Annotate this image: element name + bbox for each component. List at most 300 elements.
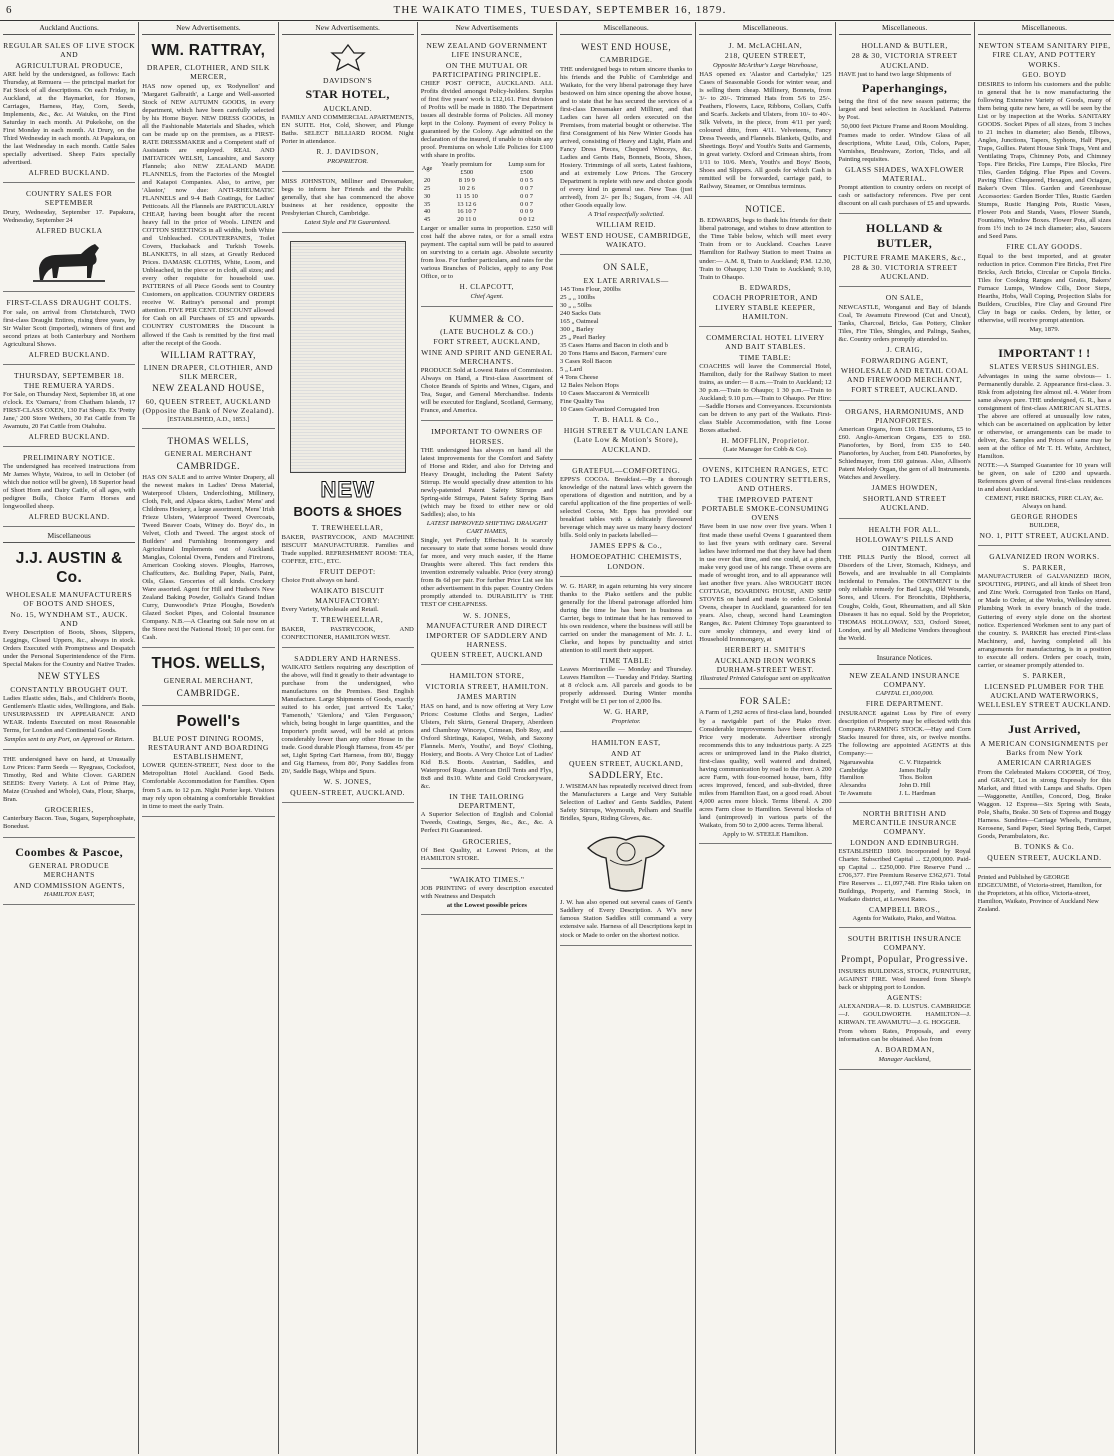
section-heading: Miscellaneous: [3, 530, 135, 543]
ad-signature: B. EDWARDS,: [739, 283, 792, 292]
ad-signature: JAMES EPPS & Co.,: [589, 542, 663, 551]
table-cell: Cambridge: [839, 766, 868, 774]
ad-body: Ladies Elastic sides, Bals., and Children's Boots, Gentlemen's Elastic sides, Wellingtons, and Bals. UNSURPASSED IN APPEARANCE AND WEAR. Indents Executed on most Reasonable Terms, for London and Continental Goods.: [3, 694, 136, 734]
ad-note: Samples sent to any Port, on Approval or Return.: [4, 735, 135, 743]
ad-headline: Paperhangings,: [861, 80, 948, 95]
ad-title: Just Arrived,: [1008, 722, 1081, 737]
ad-kummer: [421, 310, 553, 421]
ad-subtitle: AND AT: [611, 748, 642, 758]
ad-body: SADDLERY, Etc.: [588, 770, 664, 781]
list-item: 4 Tons Cheese: [560, 374, 599, 382]
ad-body: Of Best Quality, at Lowest Prices, at the HAMILTON STORE.: [420, 846, 553, 862]
ad-signature-line: WHOLESALE AND RETAIL COAL AND FIREWOOD MERCHANT,: [840, 365, 969, 385]
table-cell: James Hally: [899, 766, 931, 774]
table-cell: 0 0 12: [518, 216, 535, 224]
ad-body: For Sale, on Thursday Next, September 18, at one o'clock. Ex 'Oamaru,' from Chatham Islands, 17 FIRST-CLASS OXEN, 130 Fat Sheep. Ex 'Pretty Jane,' 200 Store Wethers, 30 Fat Cattle from Te Awamutu, 20 Fat Cattle from Otahuhu.: [3, 391, 136, 431]
ad-body: The undersigned has received instructions from Mr James Whyte, Wairoa, to sell in October (of which due notice will be given), 18 Superior head of Short Horn and Dairy Cattle, of all ages, with pedigree Bulls, Choice Farm Horses and longwoolled sheep.: [3, 463, 136, 511]
ad-body: Equal to the best imported, and at greater reduction in price. Common Fire Bricks, Fret Fire Bricks, Arch Bricks, Circular or Cupola Bricks. Tiles for Cooking Ranges and Grates, Bakers' Furnace Lumps, Window Cills, Door Steps, Hearths, Hobs, Wall Coping, Projection Slabs for Builders, Crucibles, Fire Clay and Ground Fire Clay in bags or casks. Orders, by letter, or otherwise, will receive prompt attention.: [977, 252, 1111, 324]
ad-title: Coombes & Pascoe,: [15, 844, 124, 859]
column-7: [836, 22, 975, 1454]
ad-title: NEW ZEALAND GOVERNMENT LIFE INSURANCE,: [426, 41, 548, 60]
ad-body: ARE held by the undersigned, as follows: Each Thursday, at Remuera — the principal market for Fat Stock of all descriptions. On each Friday, in Auckland, at the Haymarket, for Horses, Carriages, Harness, Hay, Corn, Seeds, Implements, &c., &c. At Waiuku, on the First Saturday in each month. At Pukekohe, on the First Monday in each month. At Drury, on the Third Wednesday in each month. At Papakura, on the last Wednesday in each month. Cattle Sales specially advertised. Sheep Fairs specially advertised.: [3, 70, 136, 167]
ad-body: J. WISEMAN has repeatedly received direct from the Manufacturers a Large and Very Suitable Selection of Ladies' and Gents Saddles, Patent Safety Stirrups, Weymouth, Pelham and Snaffle Bridles, Spurs, Riding Gloves, &c.: [560, 783, 693, 823]
column-heading: New Advertisements.: [282, 22, 414, 35]
ad-body: EPPS'S COCOA. Breakfast.—By a thorough knowledge of the natural laws which govern the operations of digestion and nutrition, and by a careful application of the fine properties of well-selected Cocoa, Mr. Epps has provided our breakfast tables with a delicately flavoured beverage which may save us many heavy doctors' bills. Sold only in packets labelled—: [560, 476, 693, 540]
ad-body: NEWCASTLE, Wonganui and Bay of Islands Coal, Te Awamutu Firewood (Cut and Uncut), Tanks, Charcoal, Bricks, Gas Pottery, Clinker Tiles, Fire Tiles, Shingles, and Palings, Sashes, &c. Country orders promptly attended to.: [838, 303, 971, 343]
ad-title: NEW ZEALAND INSURANCE COMPANY.: [849, 670, 960, 690]
ad-subheading: IN THE TAILORING DEPARTMENT,: [449, 791, 525, 811]
ad-body: For sale, on arrival from Christchurch, TWO first-class Draught Entires, rising three years, by Sir Walter Scott (imported), winners of first and second prizes at both Canterbury and Northern Agricultural Shows.: [3, 308, 136, 348]
ad-body: THE undersigned have on hand, at Unusually Low Prices: Farm Seeds — Ryegrass, Cocksfoot, Timothy, Red and White Clover. GARDEN SEEDS: Every Variety. A Lot of Prime Hay, Maize (Crushed and Whole), Oats, Flour, Sharps, Bran.: [3, 756, 136, 804]
ad-place: QUEEN-STREET, AUCKLAND.: [290, 788, 406, 798]
table-cell: 11 15 10: [455, 192, 478, 200]
ad-body: LOWER QUEEN-STREET, Next door to the Metropolitan Hotel Auckland. Good Beds. Comfortable Accommodation for Families. Open from 5 a.m. to 12 p.m. Night Porter kept. Visitors may rely upon obtaining a comfortable Breakfast in time to meet the early Train.: [142, 762, 275, 810]
list-item: 20 Tons Hams and Bacon, Farmers' cure: [560, 350, 667, 358]
ad-signature: S. PARKER,: [1022, 563, 1066, 572]
ad-draught-colts: [3, 295, 135, 364]
ad-title: FIRST-CLASS DRAUGHT COLTS.: [6, 298, 132, 308]
ad-signature: ALFRED BUCKLAND.: [28, 433, 110, 442]
ad-body: at the Lowest possible prices: [446, 902, 527, 910]
ad-signature: H. MOFFLIN, Proprietor.: [721, 437, 810, 446]
ad-body: WAIKATO Settlers requiring any description of the above, will find it greatly to their advantage to purchase from the undersigned, who manufactures on the Premises. Best English Manufacture. Large Shipments of Goods, exactly suited to his order, just arrived Ex 'Lake,' 'Famenoth,' 'Gienlora,' and 'Glen Fergusson,' which, being bought in large quantities, and the Importer's profit saved, will be sold at prices considerably lower than any other House in the trade. Good durable Plough Harness, from 45/ per set, Light Spring Cart Harness, from 80/, Buggy and Gig Harness, from 80/, Pony Saddles from 20/, Saddle Bags, Whips and Spurs.: [281, 663, 414, 776]
ad-place: CAMBRIDGE.: [176, 460, 241, 471]
ad-signature: ALFRED BUCKLAND.: [28, 169, 110, 178]
ad-signature-line: NEW ZEALAND HOUSE,: [152, 383, 265, 394]
column-2: [139, 22, 278, 1454]
ad-body: BAKER, PASTRYCOOK, AND CONFECTIONER, HAMILTON WEST.: [281, 625, 414, 641]
ad-title: "WAIKATO TIMES.": [449, 874, 525, 884]
ad-signature-line: Manager Auckland,: [878, 1055, 931, 1063]
ad-signature: W. S. JONES,: [323, 778, 372, 787]
ad-signature: S. PARKER,: [1022, 671, 1066, 680]
ad-signature-line: Chief Agent.: [470, 292, 504, 300]
page-number: 6: [6, 4, 13, 16]
table-cell: 20: [423, 177, 431, 185]
masthead: [0, 0, 1114, 21]
ad-signature: GEO. BOYD: [1022, 70, 1067, 79]
ad-subtitle: CAPITAL £1,000,000.: [875, 690, 934, 698]
list-item: 12 Bales Nelson Hops: [560, 382, 619, 390]
table-cell: 25: [423, 184, 431, 192]
table-header-cell: Age: [421, 165, 433, 173]
ad-just-arrived: [978, 718, 1111, 868]
ad-tagline-sub: CONSTANTLY BROUGHT OUT.: [10, 684, 129, 694]
ad-subheading: FIRE CLAY GOODS.: [1006, 242, 1083, 252]
ad-signature: WILLIAM REID.: [596, 221, 657, 230]
ad-body: Have been in use now over five years. When I first made these useful Ovens I guaranteed them to last five years with ordinary care. Several ladies have informed me that they have had them in use over that time, and one could, at a pinch, make very good use of his range. These ovens are made of wrought iron, and to all appearance will last another five years. Also WROUGHT IRON COTTAGE, BOARDING HOUSE, AND SHIP STOVES on hand and made to order. Colonial Ovens, cheaper in Auckland, guaranteed for ten years. Also, cheap, second hand Leamington Ranges, &c. Patent Chimney Tops guaranteed to cure smoky chimneys, and every kind of Household Ironmongery, at: [699, 523, 832, 643]
ad-body: HAS opened ex 'Alastor and Cartsdyke,' 125 Cases of Seasonable Goods for winter wear, and is selling them cheap. Millinery, Bonnets, from 3/- to 20/-. Trimmed Hats from 5/6 to 25/-. Feathers, Flowers, Lace, Ribbons, Collars, Cuffs and Scarfs. Jackets and Ulsters, from 10/- to 40/-. Silk Velvets, in the piece, from 4/11 per yard; coloured ditto, from 4/11. Velveteens, Fancy Dress Tweeds, and Flannels. Blankets, Quilts, and Sheetings. Boys' and Youth's Suits and Garments, in great variety. Oxford and Crimean shirts, from 1/11 to 10/6. Men's, Youth's and Boys' Boots, Shoes and Slippers. All goods for which Cash is remitted will be forwarded, carriage paid, to Railway, Steamer, or Omnibus terminus.: [699, 70, 832, 191]
ad-signature-line: MANUFACTURER AND DIRECT IMPORTER OF SADDLERY AND HARNESS.: [426, 621, 548, 649]
ad-body: A MERICAN CONSIGNMENTS per Barks from New York: [980, 738, 1109, 758]
ad-subheading: LATEST IMPROVED SHIFTING DRAUGHT CART HAMES,: [426, 520, 548, 536]
ad-signature: WILLIAM RATTRAY,: [160, 349, 257, 360]
ad-signature: W. S. JONES,: [462, 611, 511, 620]
ad-preliminary-notice: [3, 450, 135, 527]
ad-title: COMMERCIAL HOTEL LIVERY AND BAIT STABLES.: [706, 333, 825, 352]
list-item: 300 „ Barley: [560, 326, 594, 334]
ad-place: LICENSED PLUMBER FOR THE AUCKLAND WATERWORKS, WELLESLEY STREET AUCKLAND.: [977, 681, 1111, 710]
ad-body: Every Variety, Wholesale and Retail.: [281, 605, 379, 613]
ad-wiseman-saddlery: [560, 735, 692, 945]
ad-subtitle: GENERAL PRODUCE MERCHANTS: [29, 861, 110, 880]
ad-harp-carrier: [560, 580, 692, 733]
ad-signature: A. BOARDMAN,: [874, 1046, 935, 1055]
ad-body: From the Celebrated Makers COOPER, Of Troy, and GRANT, Lot in strong Expressly for this Market, and fitted with Lamps and Shafts. Open—Waggonette, Antilles, Concord, Dog, Brake Waggon. 12 Express—Six Spring with Seats, Pole, Shafts, Brake. 30 Sets of Express and Buggy Harness. Sundries—Carriage Wheels, Furniture, Kerosene, Sand Paper, Steel Spring Beds, Carpet Goods, Perambulators, &c.: [977, 768, 1111, 840]
ad-signature-line: PROPRIETOR.: [327, 158, 369, 166]
table-row: [421, 201, 553, 209]
ad-body: Canterbury Bacon. Teas, Sugars, Superphosphate, Bonedust.: [3, 815, 136, 831]
ad-title: PRELIMINARY NOTICE.: [22, 453, 116, 463]
table-row: [839, 790, 971, 798]
table-cell: J. L. Hardman: [899, 790, 936, 798]
ad-body: THE PILLS Purify the Blood, correct all Disorders of the Liver, Stomach, Kidneys, and Bowels, and are invaluable in all Complaints incidental to Females. The OINTMENT is the only reliable remedy for Bad Legs, Old Wounds, Sores, and Ulcers. For Bronchitis, Diphtheria, Coughs, Colds, Gout, Rheumatism, and all Skin Diseases it has no equal. Sold by the Proprietor, THOMAS HOLLOWAY, 533, Oxford Street, London, and by all Medicine Vendors throughout the World.: [838, 554, 971, 642]
ad-signature: ALFRED BUCKLAND.: [28, 350, 110, 359]
ad-title: HAMILTON EAST,: [591, 738, 661, 748]
ad-subheading: WAIKATO BISCUIT MANUFACTORY:: [310, 586, 385, 605]
ad-body: THE undersigned begs to return sincere thanks to his friends and the Public of Cambridge and Waikato, for the very liberal patronage they have bestowed on him since opening the above house, and to state that he has secured the services of a first-class Dressmaker and Milliner, and that Ladies can have all orders executed on the Premises, from material bought or otherwise. The first Consignment of his New Winter Goods has arrived, consisting of Heavy and Light, Plain and Fancy Dress Pieces, Chequed Winceys, &c. Ladies and Gents Hats, Bonnets, Boots, Shoes, Hosiery. Trimmings of all sorts, Latest fashions, and at extremely Low Prices. The Grocery Department is replete with new and choice goods of every kind in general use. New Teas (just arrived), from 2/- per lb.; Sugars, from -/4. All other Goods equally low.: [560, 65, 693, 210]
ad-subheading: TIME TABLE:: [600, 656, 653, 666]
ad-subtitle: EX LATE ARRIVALS—: [583, 275, 669, 285]
ad-subtitle: ON THE MUTUAL OR PARTICIPATING PRINCIPLE.: [432, 60, 542, 79]
ad-signature-line: 60, QUEEN STREET, AUCKLAND (Opposite the Bank of New Zealand).: [142, 396, 275, 415]
ad-title: IMPORTANT TO OWNERS OF HORSES.: [431, 427, 543, 446]
table-row: [421, 185, 553, 193]
ad-body: INSURANCE against Loss by Fire of every description of Property may be effected with this Company. FARMING STOCK.—Hay and Corn Stacks insured for three, six, or twelve months. The following are appointed AGENTS at this Company:—: [838, 709, 971, 757]
table-cell: 40: [423, 208, 431, 216]
ad-title: SADDLERY AND HARNESS.: [294, 653, 401, 663]
ad-subtitle: CAMBRIDGE.: [599, 55, 653, 65]
ad-regular-sales: [3, 38, 135, 183]
ad-subtitle: SLATES VERSUS SHINGLES.: [989, 362, 1100, 372]
table-row: [421, 177, 553, 185]
ad-signature: ALFRED BUCKLAND.: [28, 513, 110, 522]
column-1: [0, 22, 139, 1454]
ad-title: ON SALE,: [603, 262, 649, 273]
ad-hamilton-store: [421, 668, 553, 869]
ad-title: NORTH BRITISH AND MERCANTILE INSURANCE COMPANY.: [852, 808, 957, 837]
ad-signature-line: HOMOEOPATHIC CHEMISTS, LONDON.: [570, 552, 682, 571]
ad-title: DAVIDSON'S: [322, 76, 373, 86]
agents-table: [839, 759, 971, 798]
ad-body: J. W. has also opened out several cases of Gent's Saddlery of Every Description. A W's new famous Station Saddles still command a very extensive sale. Harness of all Descriptions kept in stock or Made to order on the shortest notice.: [560, 899, 693, 939]
ad-title: NOTICE.: [745, 204, 786, 215]
ad-subheading: GROCERIES,: [462, 836, 512, 846]
ad-boots-and-baker: [282, 236, 414, 647]
ad-signature: T. TREWHEELLAR,: [312, 524, 384, 533]
table-row: [421, 193, 553, 201]
ad-title: HOLLAND & BUTLER,: [861, 41, 948, 51]
ad-place: FORT STREET, AUCKLAND.: [851, 385, 959, 395]
table-cell: Thos. Bolton: [899, 774, 933, 782]
table-cell: Alexandra: [839, 782, 867, 790]
table-cell: John D. Hill: [899, 782, 931, 790]
ad-title: Powell's: [176, 712, 241, 730]
ad-subtitle: VICTORIA STREET, HAMILTON.: [425, 681, 549, 691]
horse-illustration: [29, 238, 109, 284]
ad-headline: NEW: [320, 477, 375, 503]
ad-signature: JAMES HOWDEN,: [871, 484, 938, 493]
ad-on-sale-hall: [560, 258, 692, 460]
ad-body: Prompt attention to country orders on receipt of cash or satisfactory references. Five per cent discount on all cash purchases of £5 and upwards.: [838, 184, 971, 208]
ad-ovens: [699, 462, 831, 689]
ad-title: WEST END HOUSE,: [581, 42, 672, 53]
ad-thos-wells: [142, 651, 274, 705]
ad-body: HAS on hand, and is now offering at Very Low Prices: Costume Cloths and Serges, Ladies' Ulsters, Felt Skirts, General Drapery, Aberdeen and Chambray Winceys, Crimean, Bob Roy, and Oxford Shirtings, Kaiapoi, Welsh, and Saxony Flannels. Men's, Youths', and Boys' Clothing, Hosiery, and Boots. A Very Choice Lot of Ladies' Kid B.S. Boots. Austrian, Saddles, and Waterproof Rugs. American Drill Tents and Flys, 8x8 and 8x10. White and Gold Crockeryware, &c.: [420, 702, 553, 790]
ad-title: NEWTON STEAM SANITARY PIPE, FIRE CLAY, AND POTTERY WORKS.: [978, 41, 1111, 69]
list-item: 25 „ Pearl Barley: [560, 334, 606, 342]
ad-powells: [142, 709, 274, 817]
ad-subtitle: WHOLESALE MANUFACTURERS OF BOOTS AND SHOES,: [5, 590, 133, 609]
ad-title: THURSDAY, SEPTEMBER 18.: [14, 370, 125, 380]
ad-saddlery-harness: [282, 651, 414, 804]
ad-thomas-wells: [142, 432, 274, 648]
ad-subtitle: Prompt, Popular, Progressive.: [841, 954, 969, 965]
ad-title: FOR SALE:: [739, 696, 791, 707]
shopfront-illustration: [290, 241, 406, 473]
ad-miss-johnston: [282, 175, 414, 233]
ad-subtitle: HOLLOWAY'S PILLS AND OINTMENT.: [855, 534, 954, 554]
ad-subtitle: GENERAL MERCHANT,: [163, 676, 254, 686]
ad-signature: CAMPBELL BROS.,: [869, 906, 941, 915]
table-header-cell: Lump sum for £500: [508, 161, 545, 177]
ad-subtitle: GENERAL MERCHANT: [164, 449, 253, 459]
ad-signature: H. CLAPCOTT,: [459, 283, 515, 292]
ad-title: WM. RATTRAY,: [151, 42, 266, 60]
ad-body: WINE AND SPIRIT AND GENERAL MERCHANTS.: [421, 347, 553, 366]
list-item: 240 Sacks Oats: [560, 310, 601, 318]
ad-signature-line: LINEN DRAPER, CLOTHIER, AND SILK MERCER,: [143, 362, 274, 382]
table-cell: Te Awamutu: [839, 790, 872, 798]
ad-signature-line: Proprietor.: [611, 718, 641, 726]
column-8: [975, 22, 1114, 1454]
ad-subtitle: PICTURE FRAME MAKERS, &c.,: [843, 252, 967, 262]
premium-table: [421, 161, 553, 224]
ad-commercial-hotel: [699, 330, 831, 459]
table-cell: 0 0 9: [520, 208, 533, 216]
ad-subheading: GROCERIES,: [44, 805, 94, 815]
list-item: Fine Quality Tea: [560, 398, 605, 406]
ad-seeds: [3, 753, 135, 838]
ad-south-british: [839, 931, 971, 1070]
ad-austin: [3, 546, 135, 750]
ad-signature: R. J. DAVIDSON,: [316, 148, 379, 157]
ad-title: J.J. AUSTIN & Co.: [15, 550, 123, 587]
column-heading: Auckland Auctions.: [3, 22, 135, 35]
table-cell: 13 12 6: [457, 200, 477, 208]
ad-government-insurance: [421, 38, 553, 307]
ad-subtitle: BLUE POST DINING ROOMS, RESTAURANT AND BOARDING ESTABLISHMENT,: [147, 733, 269, 762]
table-row: [839, 767, 971, 775]
ad-title: THOMAS WELLS,: [167, 436, 250, 447]
ad-body: MANUFACTURER of GALVANIZED IRON, SPOUTING, PIPING, and all kinds of Sheet Iron and Zinc Work. Corrugated Iron Tanks on Hand, or Made to Order, at the Works, Wellesley street. Plumbing Work in every branch of the trade. Guttering of every style done on the shortest notice. Experienced Workmen sent to any part of the country. S. PARKER has erected First-class Machinery, and, having completed all his arrangements for manufacturing, is in a position to execute all orders. Orders per coach, train, carrier, or steamer promptly attended to.: [977, 573, 1111, 669]
ad-body: CHIEF POST OFFICE, AUCKLAND. ALL Profits divided amongst Policy-holders. Surplus of first five years' work is £12,161. First division of Profits will be made in 1880. The Department issues all desirable forms of Policies. All money kept in the Colony. Payment of every Policy is guaranteed by the Colony. Age admitted on the declaration of the insured, if unable to obtain any proof. Premiums on whole Life Policies for £100 with share in profits.: [420, 80, 553, 160]
ad-body: Choice Fruit always on hand.: [281, 577, 359, 585]
ad-place: SHORTLAND STREET AUCKLAND.: [862, 494, 947, 513]
ad-note: NOTE:—A Stamped Guarantee for 10 years will be given, on sale of £200 and upwards. References given of several first-class residences in and about Auckland.: [977, 462, 1111, 494]
table-header-cell: Yearly premium for £500: [441, 161, 492, 177]
ad-note: Opposite McArthur's Large Warehouse,: [713, 61, 818, 69]
column-heading: Miscellaneous.: [560, 22, 692, 35]
ad-subtitle: LONDON AND EDINBURGH.: [850, 837, 960, 847]
ad-body: Every Description of Boots, Shoes, Slippers, Leggings, Closed Uppers, &c., always in stock. Orders Executed with Promptness and Despatch under the Personal Superintendence of the Firm. Special Makes for the Country and Native Trades.: [3, 629, 136, 669]
ad-slates: [978, 342, 1111, 546]
ad-signature: T. TREWHEELLAR,: [312, 615, 384, 624]
ad-place: 28 & 30. VICTORIA STREET AUCKLAND.: [851, 262, 958, 282]
table-cell: C. V. Fitzpatrick: [899, 758, 942, 766]
table-cell: 10 2 6: [458, 184, 475, 192]
ad-place: NO. 1, PITT STREET, AUCKLAND.: [979, 531, 1110, 541]
ad-newton-pottery: [978, 38, 1111, 339]
table-cell: 0 0 7: [520, 200, 533, 208]
ad-place: HIGH STREET & VULCAN LANE (Late Low & Motion's Store), AUCKLAND.: [563, 426, 689, 454]
ad-signature: JAMES MARTIN: [457, 692, 517, 701]
ad-title: THOS. WELLS,: [151, 655, 266, 673]
column-heading: Miscellaneous.: [699, 22, 831, 35]
ad-subtitle: 218, QUEEN STREET,: [724, 51, 806, 61]
ad-body: THE undersigned has always on hand all the latest improvements for the Comfort and Safety of Horse and Rider, and also for Driving and Heavy Draught, including the Patent Safety Stirrup. He would specially draw attention to his newly-patented Patent Safety Stirrups and Spring-side Stirrups, Patent Safety Spring Bars (which may be fixed to either new or old Saddles); also, to his: [420, 446, 553, 519]
ad-title: GRATEFUL—COMFORTING.: [572, 465, 681, 475]
ad-body: JOB PRINTING of every description executed with Neatness and Despatch: [420, 885, 553, 901]
list-item: 145 Tons Flour, 200lbs: [560, 285, 621, 293]
ad-signature-line: (Late Manager for Cobb & Co).: [723, 445, 808, 453]
ad-highlight: 50,000 feet Picture Frame and Room Moulding.: [841, 122, 968, 130]
column-heading: New Advertisements.: [142, 22, 274, 35]
ad-title: IMPORTANT ! !: [998, 345, 1091, 360]
ad-title: GALVANIZED IRON WORKS.: [989, 552, 1100, 562]
ad-tagline: NEW STYLES: [37, 671, 101, 682]
table-cell: 0 0 5: [520, 177, 533, 185]
table-cell: Ngaruawahia: [839, 758, 874, 766]
ad-body: Frames made to order. Window Glass of all descriptions, White Lead, Oils, Colors, Paper, Varnishes, Brushware, Zorion, Ticks, and all Painting requisites.: [838, 131, 971, 163]
table-cell: 20 11 0: [457, 216, 477, 224]
ad-body: DESIRES to inform his customers and the public in general that he is now manufacturing the following Extensive Variety of Goods, many of them being quite new here, as will be seen by the List or by inspection at the Works. SANITARY GOODS. Socket Pipes of all sizes, from 3 inches to 21 inches in diameter; also Bends, Elbows, Angles, Junctions, Tapers, Syphons, Half Pipes, Traps, Gullies. Patent House Sink Traps, Vent and Ventilating Traps, Chimney Pots, and Chimney Tops. Fire Bricks, Fire Lumps, Fire Blocks, Fire Tiles, Garden Edging. Flue Pipes and Covers. Paving Tiles: Chequered, Hexagon, and Octagon, Baker's Oven Tiles. Garden and Greenhouse Accessories: Garden Border Tiles, Rustic Garden Stumps, Rustic Hanging Pots, Rustic Vases, Flower Pots and Stands, Vases, Flower Stands, Fountains, Window Boxes. Flower Pots, all sizes from 1½ inch to 24 inch diameter; also, Saucers and Seed Pans.: [977, 80, 1111, 241]
ad-body: PRODUCE Sold at Lowest Rates of Commission. Always on Hand, a First-class Assortment of Choice Brands of Spirits and Wines, Cigars, and Tea, Sugar, and General Merchandise. Indents will be executed for England, Scotland, Germany, France, and America.: [420, 367, 553, 415]
ad-signature: T. B. HALL & Co.,: [593, 416, 660, 425]
ad-mclachlan: [699, 38, 831, 197]
ad-signature-line: Agents for Waikato, Piako, and Waitoa.: [852, 914, 957, 922]
ad-craig: [839, 290, 971, 400]
ad-headline-sub: BOOTS & SHOES: [293, 504, 402, 520]
ad-body: ALEXANDRA—R. D. LUSTUS. CAMBRIDGE—J. GOULDWORTH. HAMILTON—J. KIRWAN. TE AWAMUTU—J. G. HOGGER.: [838, 1002, 971, 1026]
ad-subheading: AMERICAN CARRIAGES: [997, 758, 1092, 768]
table-cell: 35: [423, 200, 431, 208]
ad-subtitle: THE REMUERA YARDS.: [23, 380, 115, 390]
ad-place: CAMBRIDGE.: [176, 687, 241, 698]
list-item: 30 „ „ 50lbs: [560, 302, 592, 310]
list-item: 10 Cases Maccaroni & Vermicelli: [560, 390, 650, 398]
ad-holland-butler-frames: [839, 217, 971, 287]
ad-west-end-house: [560, 38, 692, 255]
ad-body: Advantages in using the same obvious— 1. Permanently durable. 2. Appearance first-class. 3. Risk from adjoining fire almost nil. 4. Water from same always pure. THE undersigned, G. R., has a consignment of first-class AMERICAN SLATES. The above are offered at unusually low rates, which can be ascertained on application by letter or otherwise, or arrangements can be made to deliver, &c. Samples and Prices of same may be seen at the office of Mr T. H. White, Architect, Hamilton.: [977, 372, 1111, 461]
table-row: [839, 774, 971, 782]
ad-body: HAS now opened up, ex 'Rodynellon' and 'Margaret Galbraith', a Large and Well-assorted Stock of NEW AUTUMN GOODS, in every department, which have been carefully selected by his Home Buyer. NEW DRESS GOODS, in all the Fashionable Materials and Shades, which can be made up on the premises, as a FIRST-RATE DRESSMAKER and a Competent staff of Assistants are employed. REAL AND IMITATION WELSH, Lancashire, and Saxony Flannels; also NEW ZEALAND MADE FLANNELS, from the Factories of the Mosgiel and Kaiapoi Companies. Also, to arrive, per 'Alastor,' now due: ANTI-RHEUMATIC FLANNELS and 9-4 Bath Coatings, for Ladies' Petticoats. All the Flannels are PARTICULARLY CHEAP, having been bought after the recent heavy fall in the price of Wools. LINEN and COTTON SHEETINGS in all widths, both White and Unbleached. COUNTERPANES, Toilet Covers, Huckaback and Turkish Towels. BLANKETS, in all sizes, at Greatly Reduced Prices. DAMASK CLOTHS, White, Loom, and Unbleached, in the piece or in cloth, all sizes; and every other requisite for household use. PATTERNS of all Piece Goods sent to Country Customers, on application. COUNTRY ORDERS receive W. Rattray's personal and prompt attention. FIVE PER CENT. DISCOUNT allowed for Cash on all Purchases of £5 and upwards. COUNTRY CUSTOMERS the Discount is allowed if the Cash is remitted by the first mail after the receipt of the Goods.: [142, 82, 275, 347]
ad-signature-line: COACH PROPRIETOR, AND LIVERY STABLE KEEPER, HAMILTON.: [712, 293, 818, 321]
ad-title: OVENS, KITCHEN RANGES, ETC: [702, 464, 829, 474]
ad-remuera-yards: [3, 368, 135, 447]
ad-subtitle: TO LADIES COUNTRY SETTLERS, AND OTHERS.: [699, 475, 831, 494]
list-item: 5 „ Lard: [560, 366, 582, 374]
ad-note: Latest Style and Fit Guaranteed.: [304, 219, 391, 227]
ad-items: CEMENT, FIRE BRICKS, FIRE CLAY, &c. Always on hand.: [985, 495, 1104, 511]
list-item: 35 Cases Hams and Bacon in cloth and b: [560, 342, 669, 350]
ad-signature-line: BUILDER,: [1029, 522, 1060, 530]
column-heading: Miscellaneous.: [978, 22, 1111, 35]
ad-body: American Organs, from £10. Harmoniums, £5 to £60. Anglo-American Organs, £35 to £60. Pianofortes, by Bord, from £35 to £40. Pianofortes, by Aucher, from £40. Pianofortes, by Schiedmayer, from £60 guineas. Also, Allison's Patent Melody Organ, the gem of all Instruments. Watches and Jewellery.: [838, 426, 971, 482]
ad-signature: B. TONKS & Co.: [1014, 842, 1075, 851]
ad-epps-cocoa: [560, 463, 692, 577]
ad-body: being the first of the new season patterns; the largest and best selection in Auckland. Patterns by Post.: [838, 97, 971, 121]
ad-country-sales: [3, 186, 135, 292]
ad-signature-line: FORWARDING AGENT,: [861, 355, 949, 365]
ad-edwards-notice: [699, 200, 831, 327]
ad-signature: Apply to W. STEELE Hamilton.: [722, 830, 809, 838]
ad-coombes-pascoe: [3, 841, 135, 905]
ad-date: May, 1879.: [1029, 325, 1060, 333]
table-cell: 0 0 7: [520, 184, 533, 192]
ad-place: QUEEN STREET, AUCKLAND.: [987, 852, 1102, 862]
ad-signature: GEORGE RHODES: [1010, 513, 1079, 522]
newspaper-title: THE WAIKATO TIMES, TUESDAY, SEPTEMBER 16, 1879.: [393, 4, 727, 16]
ad-subheading: GLASS SHADES, WAXFLOWER MATERIAL.: [845, 164, 965, 184]
list-item: 25 „ „ 100lbs: [560, 293, 595, 301]
ad-title: COUNTRY SALES FOR SEPTEMBER: [25, 189, 113, 208]
ad-north-british: [839, 806, 971, 928]
ad-signature: ALFRED BUCKLA: [35, 226, 103, 235]
table-cell: 45: [423, 216, 431, 224]
list-item: 3 Cases Roll Bacon: [560, 358, 612, 366]
ad-body: ESTABLISHED 1809. Incorporated by Royal Charter. Subscribed Capital ... £2,000,000. Paid-up Capital ... £250,000. Fire Reserve Fund ... £706,377. Fire Premium Reserve £362,671. Total Fire Reserves ... £1,097,748. Fire Risks taken on Buildings, Property, and Farming Stock, in Waikato district, at Lowest Rates.: [838, 847, 971, 904]
ad-subtitle: 28 & 30, VICTORIA STREET AUCKLAND.: [851, 51, 958, 70]
ad-body: Larger or smaller sums in proportion. £250 will cost half the above rates, or for a small extra payment. The capital sum will be paid to assured on surviving to a certain age. Absolute security from loss. For further particulars, and rates for the various Branches of Policies, apply to any Post Office, or to: [420, 224, 553, 281]
column-heading: Miscellaneous.: [839, 22, 971, 35]
table-cell: 0 0 7: [520, 192, 533, 200]
table-row: [839, 782, 971, 790]
ad-body: MISS JOHNSTON, Milliner and Dressmaker, begs to inform her Friends and the Public generally, that she has commenced the above business at her residence, opposite the Presbyterian Church, Cambridge.: [281, 178, 414, 218]
ad-note: A Trial respectfully solicited.: [588, 211, 665, 219]
table-cell: 8 19 9: [458, 177, 475, 185]
columns: [0, 22, 1114, 1454]
ad-subtitle: STAR HOTEL,: [305, 87, 390, 102]
ad-body: A Farm of 1,292 acres of first-class land, bounded by a navigable part of the Piako river. Considerable improvements have been effected. Price very moderate. Advertiser strongly recommends this to any industrious party. A 225 acres or unimproved land in the Piako district, first-class quality, well watered and drained, having communication by road to the river. A 200 acre Farm, with four-roomed house, barn, fifty acres improved, fenced, and sub-divided, three miles from Hamilton East, on a good road. About 4,000 acres more block. Terms liberal. A 200 acres Farm close to Hamilton. Several blocks of land (unimproved) in various parts of the Waikato, from 50 to 2,000 acres. Terms liberal.: [699, 709, 832, 829]
ad-note: Illustrated Printed Catalogue sent on application: [700, 675, 831, 683]
ad-place: HAMILTON EAST,: [43, 890, 95, 898]
column-5: [557, 22, 696, 1454]
ad-signature: J. CRAIG,: [886, 345, 923, 354]
crest-illustration: [328, 43, 368, 73]
table-cell: 16 10 7: [457, 208, 477, 216]
list-item: 10 Cases Galvanized Corrugated Iron: [560, 406, 660, 414]
section-heading: Insurance Notices.: [839, 652, 971, 665]
ad-body: A Superior Selection of English and Colonial Tweeds, Coatings, Serges, &c., &c., &c. A Perfect Fit Guaranteed.: [420, 811, 553, 835]
ad-title: HAMILTON STORE,: [449, 671, 525, 681]
column-4: [418, 22, 557, 1454]
ad-subheading: THE IMPROVED PATENT PORTABLE SMOKE-CONSUMING OVENS: [701, 494, 829, 523]
ad-body: HAS ON SALE and to arrive Winter Drapery, all the newest makes in Ladies' Dress Material, Waterproof Ulsters, Underclothing, Millinery, Cloth, Felt, and Alpaca skirts, Ladies' Mens' and Childrens Hosiery, a large assortment, Mens' Irish Frieze Ulsters, Waterproof Tweed Overcoats, Tweed Beaver Coats, Witney do. Boys' do., in Velvet, Cloth and Tweed. The argest stock of Builders' and Furnishing Ironmongery and Agricultural Implements out of Auckland. Manglas, Colonial Ovens, Fenders and Fireirons, American Cooking stoves. Ploughs, Harrows, Chaffcutters, &c. Building Paper, Nails, Paint, Oils, Glass. Groceries of all kinds. Crockery Ware assorted. Agent for Hill and Hudson's New Zealand Baking Powder, Goliah's Grand Indian Curry, Dunwoodie's Prize Ploughs, Bowden's Glazed Socket Pipes, and Colonial Insurance Company. N.B.—A Clearing out Sale now on at the Store next the National Hotel; 10 per cent. for Cash.: [142, 473, 275, 642]
ad-body: HAVE just to hand two large Shipments of: [838, 70, 952, 78]
ad-body: FAMILY AND COMMERCIAL APARTMENTS, EN SUITE. Hot, Cold, Shower, and Plunge Baths. SELECT BILLIARD ROOM. Night Porter in attendance.: [281, 114, 414, 146]
ad-title: KUMMER & CO.: [449, 313, 525, 324]
ad-nz-insurance: [839, 668, 971, 803]
ad-galvanized-iron: [978, 549, 1111, 715]
ad-place: WEST END HOUSE, CAMBRIDGE, WAIKATO.: [561, 230, 691, 250]
ad-body: Leaves Morrinsville — Monday and Thursday. Leaves Hamilton — Tuesday and Friday. Starting at 8 o'clock a.m. All parcels and goods to be properly addressed. During Winter months Freight will be £1 per ton of 2,000 lbs.: [560, 666, 693, 706]
ad-rattray: [142, 38, 274, 429]
ad-place: AUCKLAND IRON WORKS DURHAM-STREET WEST.: [714, 655, 817, 674]
ad-place: AUCKLAND.: [323, 104, 373, 114]
ad-subtitle: DRAPER, CLOTHIER, AND SILK MERCER,: [146, 63, 270, 82]
ad-davidsons-hotel: [282, 38, 414, 172]
